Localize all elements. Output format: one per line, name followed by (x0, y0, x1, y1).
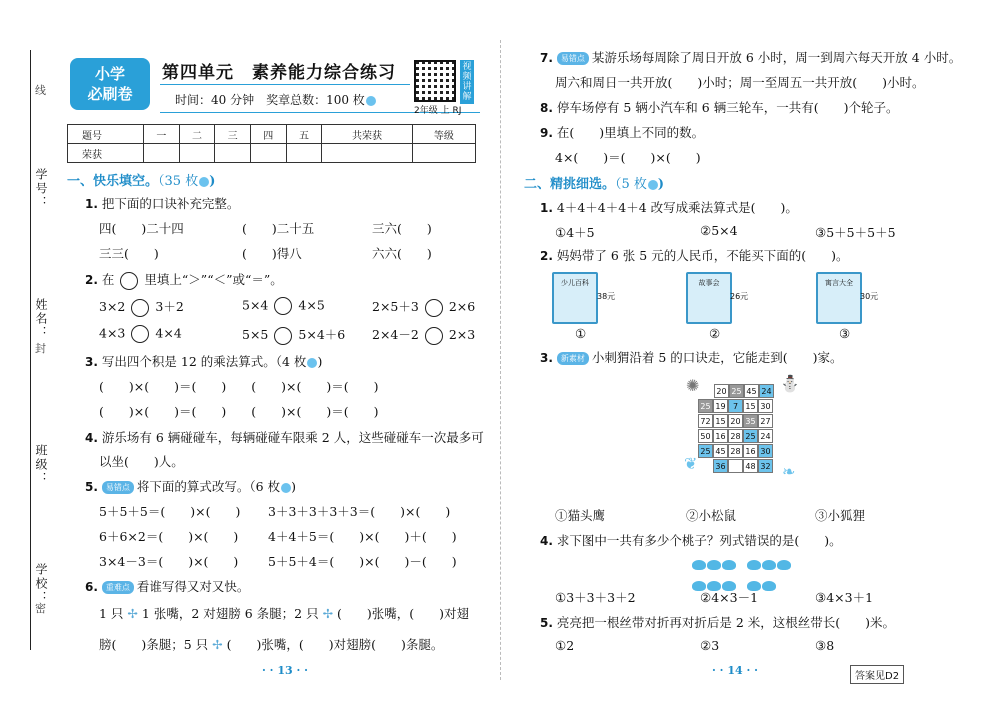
q2-row-2b (242, 325, 345, 345)
qr-code-icon[interactable] (414, 60, 456, 102)
grid-cell: 50 (698, 429, 713, 443)
grid-cell: 28 (728, 429, 743, 443)
grid-cell: 15 (743, 399, 758, 413)
question-7 (540, 48, 961, 66)
choice-4 (540, 531, 842, 549)
question-number: 4. (540, 534, 553, 548)
compare-left: 4×3 (99, 325, 126, 341)
q2-row-1 (99, 297, 184, 317)
question-number: 4. (85, 431, 98, 445)
grid-cell: 36 (713, 459, 728, 473)
score-cell: 题号 (68, 125, 144, 144)
grid-cell: 48 (743, 459, 758, 473)
grid-cell: 45 (744, 384, 759, 398)
question-number: 5. (540, 616, 553, 630)
dragonfly-icon: ✢ (212, 637, 223, 652)
mistake-tag: 易错点 (557, 52, 589, 65)
book-title: 故事会 (698, 279, 720, 287)
question-text: 里填上“＞”“＜”或“＝”。 (144, 272, 283, 287)
question-text[interactable]: 停车场停有 5 辆小汽车和 6 辆三轮车，一共有( )个轮子。 (556, 100, 899, 115)
page-divider (500, 40, 501, 680)
score-cell: 二 (179, 125, 215, 144)
page-number-right: · · 14 · · (712, 664, 758, 677)
compare-right: 4×5 (298, 297, 325, 313)
section-1-points: （35 枚 (158, 174, 199, 189)
compare-circle[interactable] (425, 299, 443, 317)
q1-line1-c[interactable]: 三六( ) (372, 221, 432, 236)
grid-cell: 25 (698, 444, 713, 458)
question-5: 5. 易错点 将下面的算式改写。（6 枚 ) (85, 479, 296, 494)
qr-label: 视频讲解 (460, 60, 474, 104)
question-text: 在 (101, 272, 115, 287)
question-number: 3. (85, 355, 98, 369)
page-number: 14 (727, 664, 743, 677)
section-2-title: 二、精挑细选。（5 枚 ) (524, 177, 665, 192)
exam-meta (175, 91, 376, 108)
medal-icon (307, 358, 317, 368)
score-input[interactable] (322, 144, 413, 163)
q2-row-1c (372, 297, 475, 317)
score-input[interactable] (412, 144, 475, 163)
compare-right: 2×6 (448, 299, 476, 314)
question-text: 小刺猬沿着 5 的口诀走，它能走到( )家。 (591, 350, 843, 365)
q5-row-3b[interactable]: 5＋5＋4＝( )×( )－( ) (268, 554, 457, 569)
binding-line (30, 50, 31, 650)
section-2-points: （5 枚 (615, 177, 647, 192)
page-title: 第四单元 素养能力综合练习 (162, 63, 396, 83)
compare-circle[interactable] (425, 327, 443, 345)
question-text: 游乐场有 6 辆碰碰车，每辆碰碰车限乘 2 人，这些碰碰车一次最多可 (101, 430, 484, 445)
grid-cell: 20 (714, 384, 729, 398)
q1-line1-b[interactable]: ( )二十五 (242, 221, 315, 236)
grid-cell: 20 (728, 414, 743, 428)
book-price: 38元 (597, 292, 616, 301)
page-number: 13 (277, 664, 293, 677)
peach-icon (762, 560, 776, 570)
brand-logo (70, 58, 150, 110)
grid-cell: 30 (758, 399, 773, 413)
medal-icon (366, 96, 376, 106)
score-cell: 五 (286, 125, 322, 144)
score-input[interactable] (144, 144, 180, 163)
grid-cell: 25 (743, 429, 758, 443)
q5-row-2b[interactable]: 4＋4＋5＝( )×( )＋( ) (268, 529, 457, 544)
grid-cell: 27 (758, 414, 773, 428)
c5-option-2[interactable]: ②3 (700, 638, 720, 653)
question-number: 7. (540, 51, 553, 65)
choice-3 (540, 348, 843, 366)
class-label: 班级： (34, 444, 48, 486)
brand-line-1: 小学 (94, 65, 125, 83)
compare-left: 5×4 (242, 297, 269, 313)
c1-option-3[interactable]: ③5＋5＋5＋5 (815, 225, 896, 240)
grid-cell: 32 (758, 459, 773, 473)
dragonfly-icon: ✢ (322, 606, 334, 621)
score-value-row (68, 144, 476, 163)
peach-row (692, 555, 792, 574)
score-input[interactable] (215, 144, 251, 163)
choice-2 (540, 246, 848, 264)
book-icon-fables (816, 272, 862, 324)
name-label: 姓名： (34, 298, 48, 340)
question-number: 2. (85, 273, 98, 287)
owl-icon: ⛄ (780, 374, 800, 393)
section-2-title-text: 二、精挑细选。 (524, 177, 616, 192)
question-text: 写出四个积是 12 的乘法算式。（4 枚 (101, 354, 307, 369)
medal-icon (648, 180, 658, 190)
question-number: 1. (540, 201, 553, 215)
score-cell: 共荣获 (322, 125, 413, 144)
section-1-title: 一、快乐填空。（35 枚 ) (67, 174, 216, 189)
score-table (67, 124, 476, 163)
score-cell: 四 (250, 125, 286, 144)
score-input[interactable] (179, 144, 215, 163)
dragonfly-icon: ✢ (127, 606, 138, 621)
q1-line2-b[interactable]: ( )得八 (242, 246, 302, 261)
grid-cell: 45 (713, 444, 728, 458)
q5-row-1b[interactable]: 3＋3＋3＋3＋3＝( )×( ) (268, 504, 451, 519)
c5-option-1[interactable]: ①2 (555, 638, 575, 653)
q5-row-3a[interactable]: 3×4－3＝( )×( ) (99, 554, 239, 569)
section-1-title-text: 一、快乐填空。 (67, 174, 159, 189)
book-icon-stories (686, 272, 732, 324)
header-rule (160, 84, 410, 85)
q2-row-2c (372, 325, 475, 345)
c4-option-2[interactable]: ②4×3－1 (700, 590, 759, 605)
binding-strip (0, 0, 60, 707)
medal-icon (281, 483, 291, 493)
binding-word-feng: 封 (35, 342, 46, 355)
question-6 (85, 577, 249, 595)
score-header-row (68, 125, 476, 144)
compare-circle-icon (120, 272, 138, 290)
hedgehog-icon: ✺ (686, 376, 700, 395)
q6-text: 1 只 (99, 606, 124, 621)
score-input[interactable] (250, 144, 286, 163)
compare-right: 5×4＋6 (298, 327, 346, 342)
book-price: 30元 (860, 292, 879, 301)
question-text: 亮亮把一根丝带对折再对折后是 2 米，这根丝带长( )米。 (556, 615, 896, 630)
q2-row-1b (242, 297, 325, 315)
score-cell: 一 (144, 125, 180, 144)
question-2 (85, 270, 283, 290)
grid-cell: 25 (729, 384, 744, 398)
school-label: 学校： (34, 563, 48, 605)
q6-text[interactable]: ( )张嘴，( )对翅膀( )条腿。 (226, 637, 444, 652)
answer-reference[interactable]: 答案见D2 (850, 665, 904, 684)
question-text: 将下面的算式改写。（6 枚 (136, 479, 281, 494)
question-text: 看谁写得又对又快。 (136, 579, 250, 594)
c1-option-1[interactable]: ①4＋5 (555, 225, 595, 240)
peach-icon (747, 560, 761, 570)
q1-line1-a[interactable]: 四( )二十四 (99, 221, 184, 236)
compare-left: 2×4－2 (372, 327, 419, 342)
q3-answer-line-2[interactable]: ( )×( )＝( ) ( )×( )＝( ) (99, 404, 379, 419)
grid-cell: 24 (758, 429, 773, 443)
binding-word-mi: 密 (35, 602, 46, 615)
question-3: 3. 写出四个积是 12 的乘法算式。（4 枚 ) (85, 354, 323, 369)
compare-circle[interactable] (274, 297, 292, 315)
new-material-tag: 新素材 (557, 352, 589, 365)
compare-left: 2×5＋3 (372, 299, 419, 314)
q2-row-2 (99, 325, 182, 343)
question-text: 在( )里填上不同的数。 (556, 125, 705, 140)
question-text: 求下图中一共有多少个桃子？列式错误的是( )。 (556, 533, 842, 548)
book-title: 少儿百科 (561, 279, 589, 287)
key-point-tag: 重难点 (102, 581, 134, 594)
peach-icon (707, 560, 721, 570)
choice-1 (540, 198, 798, 216)
q4-continued[interactable]: 以坐( )人。 (99, 454, 184, 469)
c5-option-3[interactable]: ③8 (815, 638, 835, 653)
question-1 (85, 194, 239, 212)
book-price: 26元 (730, 292, 749, 301)
compare-circle[interactable] (131, 299, 149, 317)
page-number-left: · · 13 · · (262, 664, 308, 677)
q1-line2-c[interactable]: 六六( ) (372, 246, 432, 261)
compare-left: 3×2 (99, 299, 126, 314)
peach-icon (722, 560, 736, 570)
c3-option-1[interactable]: ①猫头鹰 (555, 508, 606, 523)
question-number: 9. (540, 126, 553, 140)
c4-option-1[interactable]: ①3＋3＋3＋2 (555, 590, 636, 605)
squirrel-icon: ❦ (684, 454, 698, 473)
question-9 (540, 123, 704, 141)
compare-right: 4×4 (155, 325, 182, 341)
q9-answer-line[interactable]: 4×( )＝( )×( ) (555, 150, 701, 165)
fox-icon: ❧ (782, 462, 796, 481)
binding-word-xian: 线 (35, 84, 46, 97)
grid-cell: 19 (713, 399, 728, 413)
book-option-label[interactable]: ② (709, 326, 721, 341)
q3-answer-line-1[interactable]: ( )×( )＝( ) ( )×( )＝( ) (99, 379, 379, 394)
compare-right: 2×3 (448, 327, 476, 342)
question-text: 某游乐场每周除了周日开放 6 小时，周一到周六每天开放 4 小时。 (591, 50, 962, 65)
question-text: 把下面的口诀补充完整。 (101, 196, 240, 211)
score-cell: 荣获 (68, 144, 144, 163)
grid-cell: 16 (743, 444, 758, 458)
grid-cell: 15 (713, 414, 728, 428)
grid-cell: 7 (728, 399, 743, 413)
grid-cell: 72 (698, 414, 713, 428)
question-text: 妈妈带了 6 张 5 元的人民币，不能买下面的( )。 (556, 248, 849, 263)
compare-left: 5×5 (242, 327, 269, 342)
peach-icon (692, 560, 706, 570)
grid-cell: 35 (743, 414, 758, 428)
grid-cell: 30 (758, 444, 773, 458)
question-text: 4＋4＋4＋4＋4 改写成乘法算式是( )。 (556, 200, 798, 215)
grade-label: 2年级 上 RJ (414, 106, 462, 116)
book-option-label[interactable]: ③ (839, 326, 851, 341)
grid-cell: 25 (698, 399, 713, 413)
question-number: 1. (85, 197, 98, 211)
grid-cell (728, 459, 743, 473)
question-4 (85, 428, 484, 446)
q7-continued[interactable]: 周六和周日一共开放( )小时；周一至周五一共开放( )小时。 (555, 75, 925, 90)
question-8 (540, 98, 898, 116)
peach-icon (777, 560, 791, 570)
book-option-label[interactable]: ① (575, 326, 587, 341)
c1-option-2[interactable]: ②5×4 (700, 223, 738, 238)
peach-icon (762, 581, 776, 591)
compare-circle[interactable] (274, 327, 292, 345)
score-input[interactable] (286, 144, 322, 163)
compare-circle[interactable] (131, 325, 149, 343)
score-cell: 等级 (412, 125, 475, 144)
q1-line2-a[interactable]: 三三( ) (99, 246, 159, 261)
student-no-label: 学号： (34, 168, 48, 210)
book-title: 寓言大全 (825, 279, 853, 287)
q6-line-2 (99, 635, 443, 653)
question-number: 6. (85, 580, 98, 594)
exam-meta-text: 时间：40 分钟 奖章总数：100 枚 (175, 93, 365, 107)
q6-text: 1 张嘴，2 对翅膀 6 条腿；2 只 (141, 606, 319, 621)
c4-option-3[interactable]: ③4×3＋1 (815, 590, 874, 605)
question-number: 3. (540, 351, 553, 365)
mistake-tag: 易错点 (102, 481, 134, 494)
choice-5 (540, 613, 895, 631)
q6-line-1 (99, 604, 469, 622)
grid-cell: 28 (728, 444, 743, 458)
brand-line-2: 必刷卷 (87, 85, 133, 103)
q5-row-1a[interactable]: 5＋5＋5＝( )×( ) (99, 504, 241, 519)
c3-option-3[interactable]: ③小狐狸 (815, 508, 866, 523)
q6-text[interactable]: ( )张嘴，( )对翅 (337, 606, 470, 621)
q6-text[interactable]: 膀( )条腿；5 只 (99, 637, 209, 652)
grid-cell: 16 (713, 429, 728, 443)
book-icon-encyclopedia (552, 272, 598, 324)
q5-row-2a[interactable]: 6＋6×2＝( )×( ) (99, 529, 239, 544)
question-number: 8. (540, 101, 553, 115)
compare-right: 3＋2 (155, 299, 184, 314)
c3-option-2[interactable]: ②小松鼠 (686, 508, 737, 523)
grid-cell: 24 (759, 384, 774, 398)
question-number: 2. (540, 249, 553, 263)
medal-icon (199, 177, 209, 187)
score-cell: 三 (215, 125, 251, 144)
question-number: 5. (85, 480, 98, 494)
